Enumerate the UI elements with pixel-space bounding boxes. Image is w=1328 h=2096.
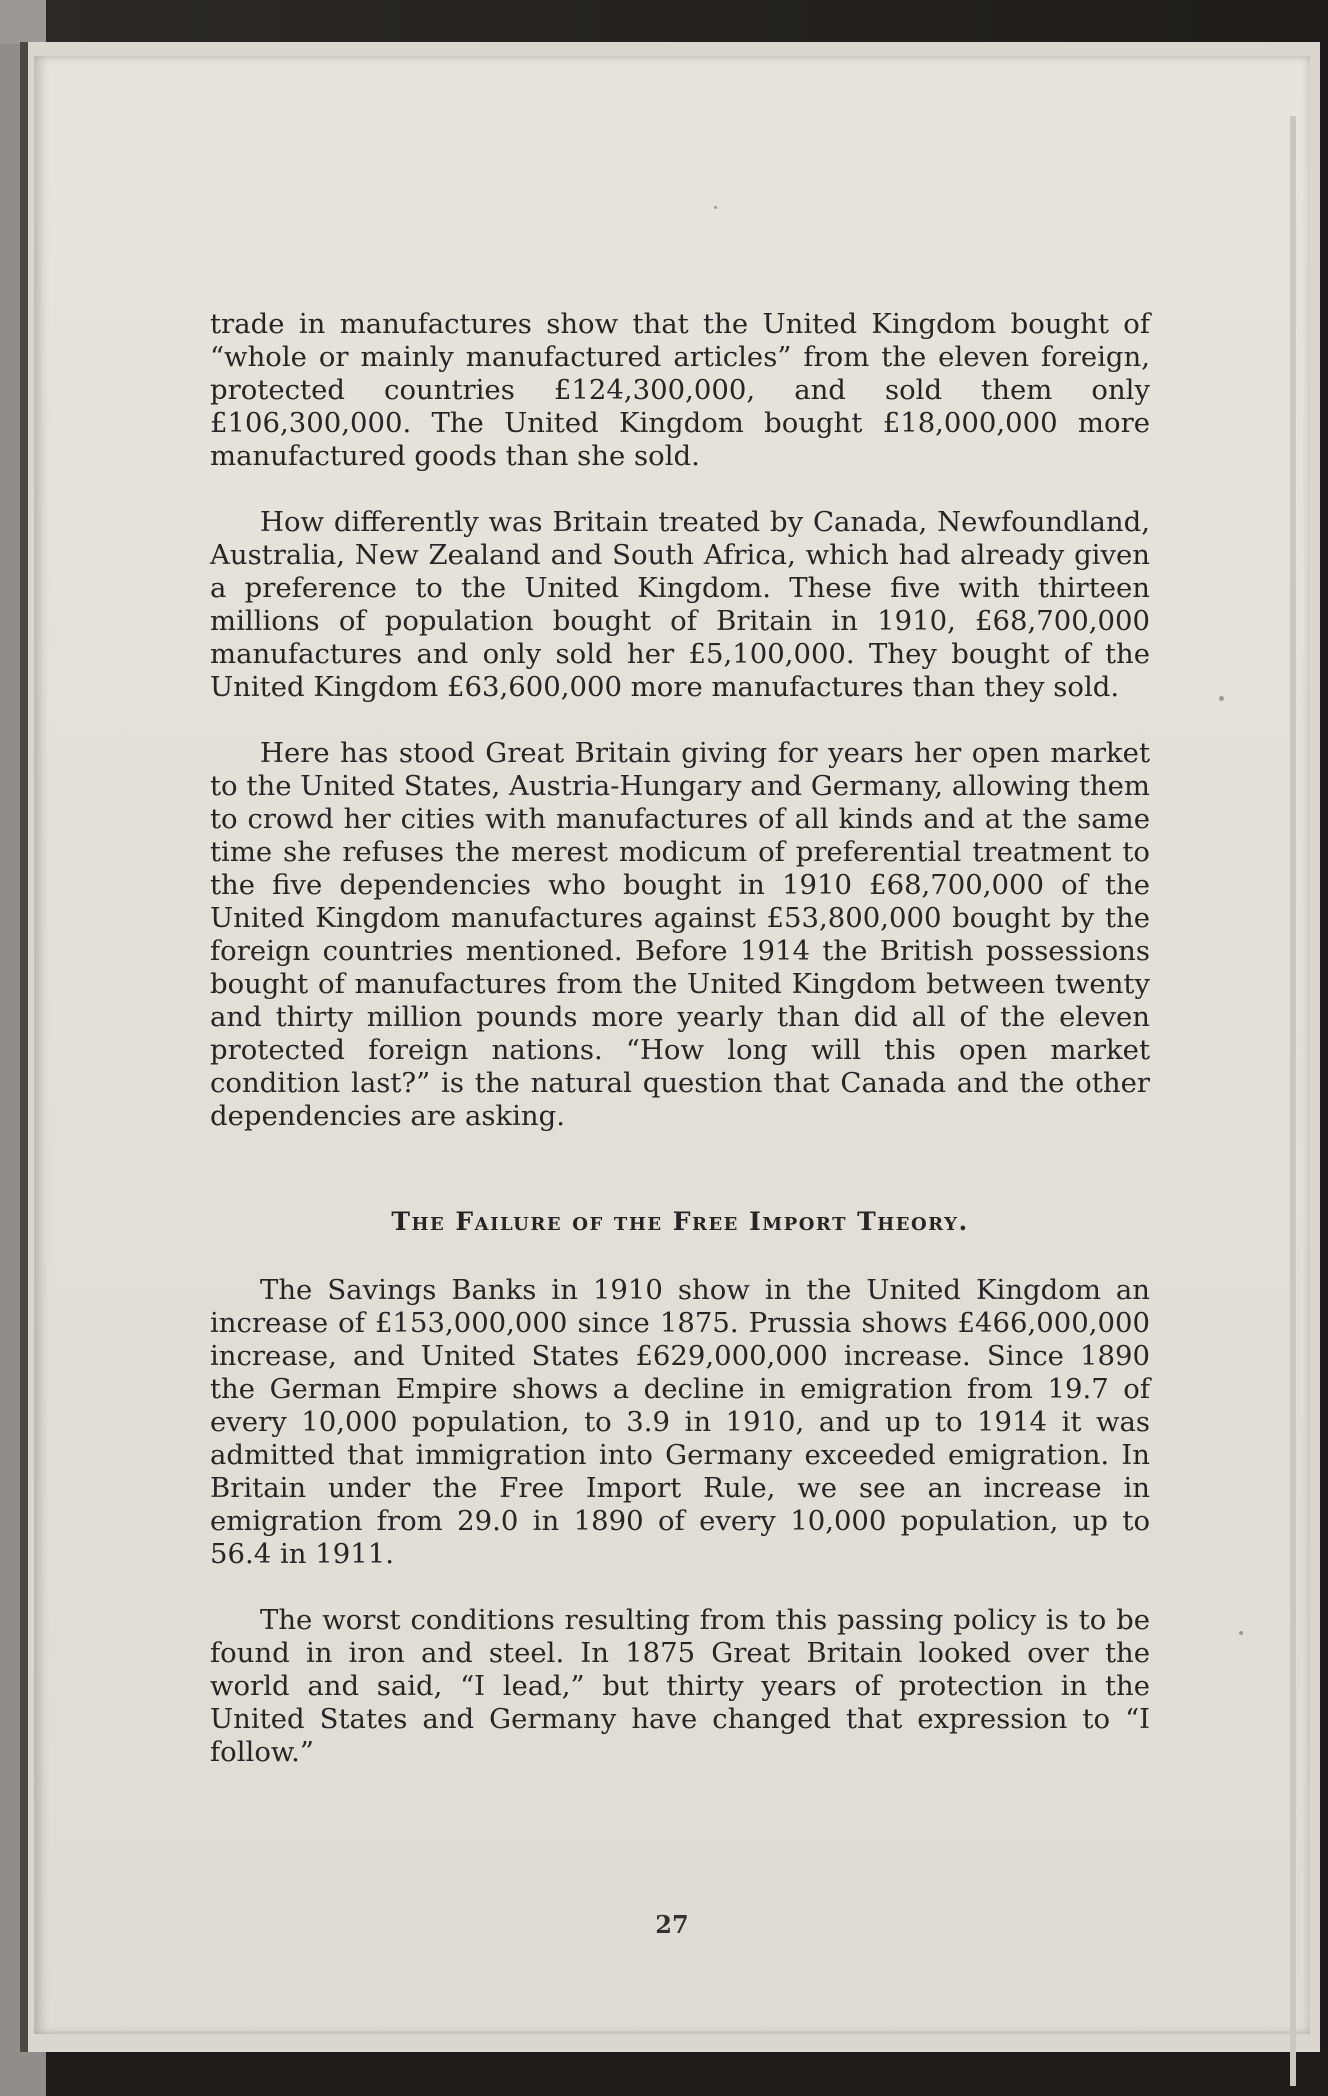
book-page (34, 56, 1310, 2034)
page-edge (1290, 116, 1296, 2086)
paper-speck (714, 206, 717, 209)
page-number: 27 (655, 1910, 689, 1939)
paper-speck (1239, 1631, 1243, 1635)
scanner-background-top (0, 0, 1328, 44)
paragraph-3: Here has stood Great Britain giving for years her open market to the United States, Austria-Hungary and Germany, allowing them to crowd her cities with manufactures of all kinds and at the same time she refuses the merest modicum of preferential treatment to the five dependencies who bought in 1910 £68,700,000 of the United Kingdom manufactures against £53,800,000 bought by the foreign countries mentioned. Before 1914 the British possessions bought of manufactures from the United Kingdom between twenty and thirty million pounds more yearly than did all of the eleven protected foreign nations. “How long will this open market condition last?” is the natural question that Canada and the other dependencies are asking. (210, 737, 1150, 1132)
section-heading: The Failure of the Free Import Theory. (391, 1207, 969, 1236)
body-text (210, 308, 1150, 1769)
paragraph-1: trade in manufactures show that the United Kingdom bought of “whole or mainly manufactured articles” from the eleven foreign, protected countries £124,300,000, and sold them only £106,300,000. The United Kingdom bought £18,000,000 more manufactured goods than she sold. (210, 308, 1150, 472)
paragraph-4: The Savings Banks in 1910 show in the United Kingdom an increase of £153,000,000 since 1875. Prussia shows £466,000,000 increase, and United States £629,000,000 increase. Since 1890 the German Empire shows a decline in emigration from 19.7 of every 10,000 population, to 3.9 in 1910, and up to 1914 it was admitted that immigration into Germany exceeded emigration. In Britain under the Free Import Rule, we see an increase in emigration from 29.0 in 1890 of every 10,000 population, up to 56.4 in 1911. (210, 1274, 1150, 1570)
paragraph-2: How differently was Britain treated by Canada, Newfoundland, Australia, New Zealand and South Africa, which had already given a preference to the United Kingdom. These five with thirteen millions of population bought of Britain in 1910, £68,700,000 manufactures and only sold her £5,100,000. They bought of the United Kingdom £63,600,000 more manufactures than they sold. (210, 506, 1150, 703)
paragraph-5: The worst conditions resulting from this passing policy is to be found in iron and steel. In 1875 Great Britain looked over the world and said, “I lead,” but thirty years of protection in the United States and Germany have changed that expression to “I follow.” (210, 1604, 1150, 1768)
paper-speck (1219, 696, 1224, 701)
scanner-background-bottom (0, 2046, 1328, 2096)
